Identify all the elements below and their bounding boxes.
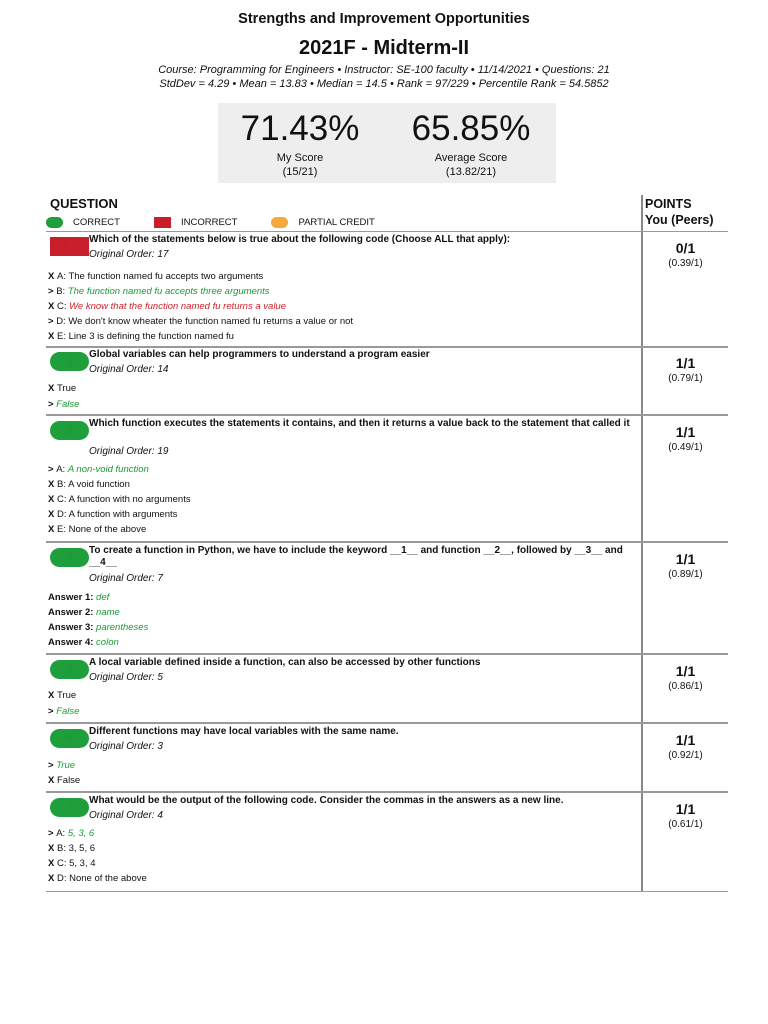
answer-option xyxy=(48,494,191,505)
answer-option xyxy=(48,479,130,490)
question-number-badge: 4 xyxy=(50,548,89,567)
question-text: A local variable defined inside a function, can also be accessed by other functions xyxy=(89,657,481,668)
answer-label: B: xyxy=(56,286,68,297)
wrong-mark-icon: X xyxy=(48,775,57,786)
exam-title: 2021F - Midterm-II xyxy=(298,37,470,59)
answer-text: We know that the function named fu returns a value xyxy=(69,301,286,312)
answer-option xyxy=(48,828,94,839)
answer-text: 3, 5, 6 xyxy=(68,843,96,854)
question-number-badge: 5 xyxy=(50,660,89,679)
my-score-label: My Score xyxy=(276,152,324,164)
points-value: 1/1 xyxy=(675,424,696,440)
question-number-badge: 3 xyxy=(50,421,89,440)
points-value: 1/1 xyxy=(675,801,696,817)
answer-label: D: xyxy=(56,509,69,520)
wrong-mark-icon: X xyxy=(48,524,57,535)
answer-option xyxy=(48,760,75,771)
selected-mark-icon: > xyxy=(48,316,57,327)
points-column-header xyxy=(645,196,714,228)
my-score xyxy=(225,107,375,179)
correct-legend-label: CORRECT xyxy=(73,216,120,228)
answer-label: C: xyxy=(56,858,70,869)
points-header-label: POINTS xyxy=(645,197,692,211)
wrong-mark-icon: X xyxy=(48,301,57,312)
incorrect-legend-label: INCORRECT xyxy=(180,216,238,228)
points-cell xyxy=(643,800,728,832)
question-text: Which function executes the statements it contains, and then it returns a value back to the statement that called it xyxy=(89,418,630,429)
points-value: 1/1 xyxy=(675,355,696,371)
peer-average: (0.86/1) xyxy=(668,681,703,692)
average-score xyxy=(396,107,546,179)
answer-option xyxy=(48,316,353,327)
answer-label: B: xyxy=(56,843,69,854)
answer-text: A function with no arguments xyxy=(68,494,191,505)
answer-text: A void function xyxy=(68,479,130,490)
average-score-value: 65.85% xyxy=(411,109,531,148)
question-text: To create a function in Python, we have to include the keyword __1__ and function __2__, followed by __3__ and __4__ xyxy=(89,545,623,568)
answer-label: Answer 2: xyxy=(48,607,97,618)
peer-average: (0.39/1) xyxy=(668,258,703,269)
answer-label: C: xyxy=(56,301,70,312)
answer-label: C: xyxy=(56,494,69,505)
question-text: Which of the statements below is true about the following code (Choose ALL that apply): xyxy=(89,234,511,245)
answer-option xyxy=(48,383,76,394)
answer-text: The function named fu accepts two arguments xyxy=(68,271,264,282)
answer-option xyxy=(48,843,95,854)
wrong-mark-icon: X xyxy=(48,509,57,520)
score-summary xyxy=(218,103,556,183)
wrong-mark-icon: X xyxy=(48,494,57,505)
report-title: Strengths and Improvement Opportunities xyxy=(238,11,530,27)
points-value: 1/1 xyxy=(675,732,696,748)
my-score-value: 71.43% xyxy=(240,109,360,148)
answer-text: True xyxy=(56,690,77,701)
answer-option xyxy=(48,399,79,410)
answer-option xyxy=(48,706,79,717)
answer-label: B: xyxy=(56,479,69,490)
question-text: Different functions may have local variables with the same name. xyxy=(89,726,399,737)
question-column-header: QUESTION xyxy=(50,196,118,211)
answer-text: name xyxy=(96,607,120,618)
row-divider xyxy=(46,891,728,892)
peer-average: (0.89/1) xyxy=(668,569,703,580)
selected-mark-icon: > xyxy=(48,828,57,839)
answer-option xyxy=(48,637,119,648)
original-order: Original Order: 4 xyxy=(89,810,163,821)
answer-option xyxy=(48,592,109,603)
answer-label: E: xyxy=(56,524,69,535)
selected-mark-icon: > xyxy=(48,706,57,717)
points-value: 1/1 xyxy=(675,663,696,679)
answer-text: A function with arguments xyxy=(68,509,178,520)
average-score-detail: (13.82/21) xyxy=(445,166,497,178)
answer-option xyxy=(48,464,149,475)
row-divider xyxy=(46,722,728,724)
answer-option xyxy=(48,690,76,701)
header-divider xyxy=(46,231,728,232)
answer-option xyxy=(48,607,120,618)
wrong-mark-icon: X xyxy=(48,479,57,490)
answer-text: True xyxy=(56,383,77,394)
answer-option xyxy=(48,858,96,869)
answer-option xyxy=(48,271,263,282)
wrong-mark-icon: X xyxy=(48,843,57,854)
incorrect-legend-swatch xyxy=(154,217,171,228)
exam-meta: Course: Programming for Engineers • Instructor: SE-100 faculty • 11/14/2021 • Questions: 21 xyxy=(158,64,610,76)
points-cell xyxy=(643,239,728,271)
selected-mark-icon: > xyxy=(48,464,57,475)
original-order: Original Order: 3 xyxy=(89,741,163,752)
question-text: What would be the output of the following code. Consider the commas in the answers as a new line. xyxy=(89,795,564,806)
peer-average: (0.49/1) xyxy=(668,442,703,453)
answer-label: Answer 1: xyxy=(48,592,97,603)
points-cell xyxy=(643,423,728,455)
question-number-badge: 7 xyxy=(50,798,89,817)
answer-text: None of the above xyxy=(69,873,147,884)
answer-text: False xyxy=(56,775,81,786)
answer-option xyxy=(48,524,146,535)
answer-text: def xyxy=(96,592,110,603)
selected-mark-icon: > xyxy=(48,760,57,771)
peer-average: (0.61/1) xyxy=(668,819,703,830)
points-cell xyxy=(643,550,728,582)
question-text: Global variables can help programmers to understand a program easier xyxy=(89,349,430,360)
row-divider xyxy=(46,346,728,348)
answer-text: colon xyxy=(96,637,119,648)
wrong-mark-icon: X xyxy=(48,858,57,869)
answer-label: Answer 3: xyxy=(48,622,97,633)
answer-label: D: xyxy=(56,316,69,327)
answer-text: True xyxy=(56,760,76,771)
row-divider xyxy=(46,414,728,416)
peer-average: (0.92/1) xyxy=(668,750,703,761)
wrong-mark-icon: X xyxy=(48,690,57,701)
answer-label: A: xyxy=(56,271,69,282)
answer-text: The function named fu accepts three arguments xyxy=(67,286,270,297)
answer-text: We don't know wheater the function named fu returns a value or not xyxy=(68,316,354,327)
question-number-badge: 2 xyxy=(50,352,89,371)
answer-option xyxy=(48,775,80,786)
answer-label: E: xyxy=(56,331,69,342)
original-order: Original Order: 17 xyxy=(89,249,169,260)
wrong-mark-icon: X xyxy=(48,271,57,282)
answer-text: parentheses xyxy=(96,622,149,633)
exam-stats: StdDev = 4.29 • Mean = 13.83 • Median = 14.5 • Rank = 97/229 • Percentile Rank = 54.5852 xyxy=(159,78,609,90)
answer-option xyxy=(48,301,286,312)
answer-text: A non-void function xyxy=(67,464,149,475)
points-cell xyxy=(643,662,728,694)
wrong-mark-icon: X xyxy=(48,873,57,884)
legend xyxy=(46,215,409,229)
correct-legend-swatch xyxy=(46,217,63,228)
column-divider xyxy=(641,195,643,892)
wrong-mark-icon: X xyxy=(48,383,57,394)
partial-legend-swatch xyxy=(271,217,288,228)
partial-legend-label: PARTIAL CREDIT xyxy=(298,216,375,228)
answer-text: 5, 3, 4 xyxy=(69,858,96,869)
answer-text: False xyxy=(56,399,80,410)
row-divider xyxy=(46,653,728,655)
answer-label: D: xyxy=(56,873,70,884)
answer-option xyxy=(48,286,270,297)
selected-mark-icon: > xyxy=(48,286,57,297)
row-divider xyxy=(46,791,728,793)
answer-option xyxy=(48,622,148,633)
row-divider xyxy=(46,541,728,543)
answer-text: False xyxy=(56,706,80,717)
answer-label: Answer 4: xyxy=(48,637,97,648)
answer-option xyxy=(48,331,234,342)
answer-option xyxy=(48,873,147,884)
answer-label: A: xyxy=(56,828,68,839)
selected-mark-icon: > xyxy=(48,399,57,410)
original-order: Original Order: 19 xyxy=(89,446,169,457)
points-value: 0/1 xyxy=(675,240,696,256)
points-value: 1/1 xyxy=(675,551,696,567)
question-number-badge: 6 xyxy=(50,729,89,748)
answer-label: A: xyxy=(56,464,68,475)
points-cell xyxy=(643,354,728,386)
peer-average: (0.79/1) xyxy=(668,373,703,384)
answer-text: Line 3 is defining the function named fu xyxy=(68,331,234,342)
original-order: Original Order: 7 xyxy=(89,573,163,584)
answer-text: None of the above xyxy=(68,524,147,535)
peers-header-label: You (Peers) xyxy=(645,213,714,227)
average-score-label: Average Score xyxy=(434,152,508,164)
points-cell xyxy=(643,731,728,763)
wrong-mark-icon: X xyxy=(48,331,57,342)
my-score-detail: (15/21) xyxy=(282,166,318,178)
answer-option xyxy=(48,509,177,520)
original-order: Original Order: 5 xyxy=(89,672,163,683)
question-number-badge: 1 xyxy=(50,237,89,256)
answer-text: 5, 3, 6 xyxy=(67,828,95,839)
original-order: Original Order: 14 xyxy=(89,364,169,375)
